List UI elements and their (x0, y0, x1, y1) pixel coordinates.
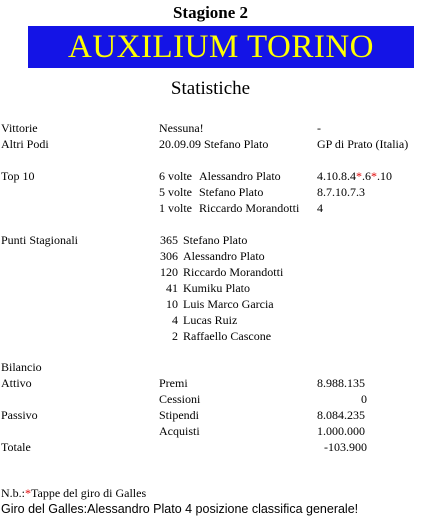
top10-positions (317, 169, 392, 184)
top10-positions (317, 201, 323, 216)
stage-star: * (371, 169, 377, 183)
bilancio-label: Bilancio (1, 360, 42, 374)
punti-points: 41 (166, 281, 178, 295)
punti-points: 120 (160, 265, 178, 279)
top10-positions (317, 185, 365, 200)
punti-rider: Kumiku Plato (183, 281, 251, 295)
altri-podi-date-rider: 20.09.09 Stefano Plato (159, 137, 269, 151)
vittorie-extra: - (317, 121, 321, 135)
premi-value: 8.988.135 (317, 376, 365, 390)
punti-points: 4 (172, 313, 178, 327)
top10-positions-part: 4 (317, 201, 323, 215)
totale-value: -103.900 (324, 440, 367, 454)
footnote (1, 486, 146, 501)
altri-podi-race: GP di Prato (Italia) (317, 137, 409, 151)
punti-rider: Lucas Ruiz (183, 313, 238, 327)
punti-points: 365 (160, 233, 178, 247)
punti-points: 10 (166, 297, 178, 311)
punti-label: Punti Stagionali (1, 233, 79, 247)
footnote-text: Tappe del giro di Galles (31, 486, 147, 500)
acquisti-label: Acquisti (159, 424, 200, 438)
punti-rider: Luis Marco Garcia (183, 297, 274, 311)
top10-rider: Riccardo Morandotti (199, 201, 300, 215)
top10-positions-part: 8.7.10.7.3 (317, 185, 365, 199)
vittorie-value: Nessuna! (159, 121, 204, 135)
punti-points: 306 (160, 249, 178, 263)
altri-podi-label: Altri Podi (1, 137, 49, 151)
top10-positions-part: .10 (377, 169, 392, 183)
top10-rider: Alessandro Plato (199, 169, 281, 183)
team-banner (28, 26, 414, 68)
passivo-label: Passivo (1, 408, 38, 422)
section-title: Statistiche (170, 78, 251, 99)
top10-positions-part: 4.10.8.4 (317, 169, 356, 183)
acquisti-value: 1.000.000 (317, 424, 365, 438)
stage-star: * (25, 486, 31, 500)
punti-rider: Stefano Plato (183, 233, 248, 247)
vittorie-label: Vittorie (1, 121, 38, 135)
footnote-result: Giro del Galles:Alessandro Plato 4 posizione classifica generale! (1, 502, 359, 516)
punti-rider: Riccardo Morandotti (183, 265, 284, 279)
top10-positions-part: .6 (362, 169, 371, 183)
stipendi-value: 8.084.235 (317, 408, 365, 422)
cessioni-label: Cessioni (159, 392, 201, 406)
top10-count: 1 volte (159, 201, 192, 215)
top10-rider: Stefano Plato (199, 185, 264, 199)
punti-points: 2 (172, 329, 178, 343)
punti-rider: Raffaello Cascone (183, 329, 272, 343)
stage-star: * (356, 169, 362, 183)
cessioni-value: 0 (361, 392, 367, 406)
punti-rider: Alessandro Plato (183, 249, 265, 263)
season-title: Stagione 2 (172, 3, 249, 22)
team-name: AUXILIUM TORINO (67, 28, 374, 65)
top10-count: 6 volte (159, 169, 192, 183)
footnote-prefix: N.b.: (1, 486, 25, 500)
stipendi-label: Stipendi (159, 408, 200, 422)
top10-label: Top 10 (1, 169, 35, 183)
attivo-label: Attivo (1, 376, 32, 390)
totale-label: Totale (1, 440, 31, 454)
premi-label: Premi (159, 376, 188, 390)
top10-count: 5 volte (159, 185, 192, 199)
